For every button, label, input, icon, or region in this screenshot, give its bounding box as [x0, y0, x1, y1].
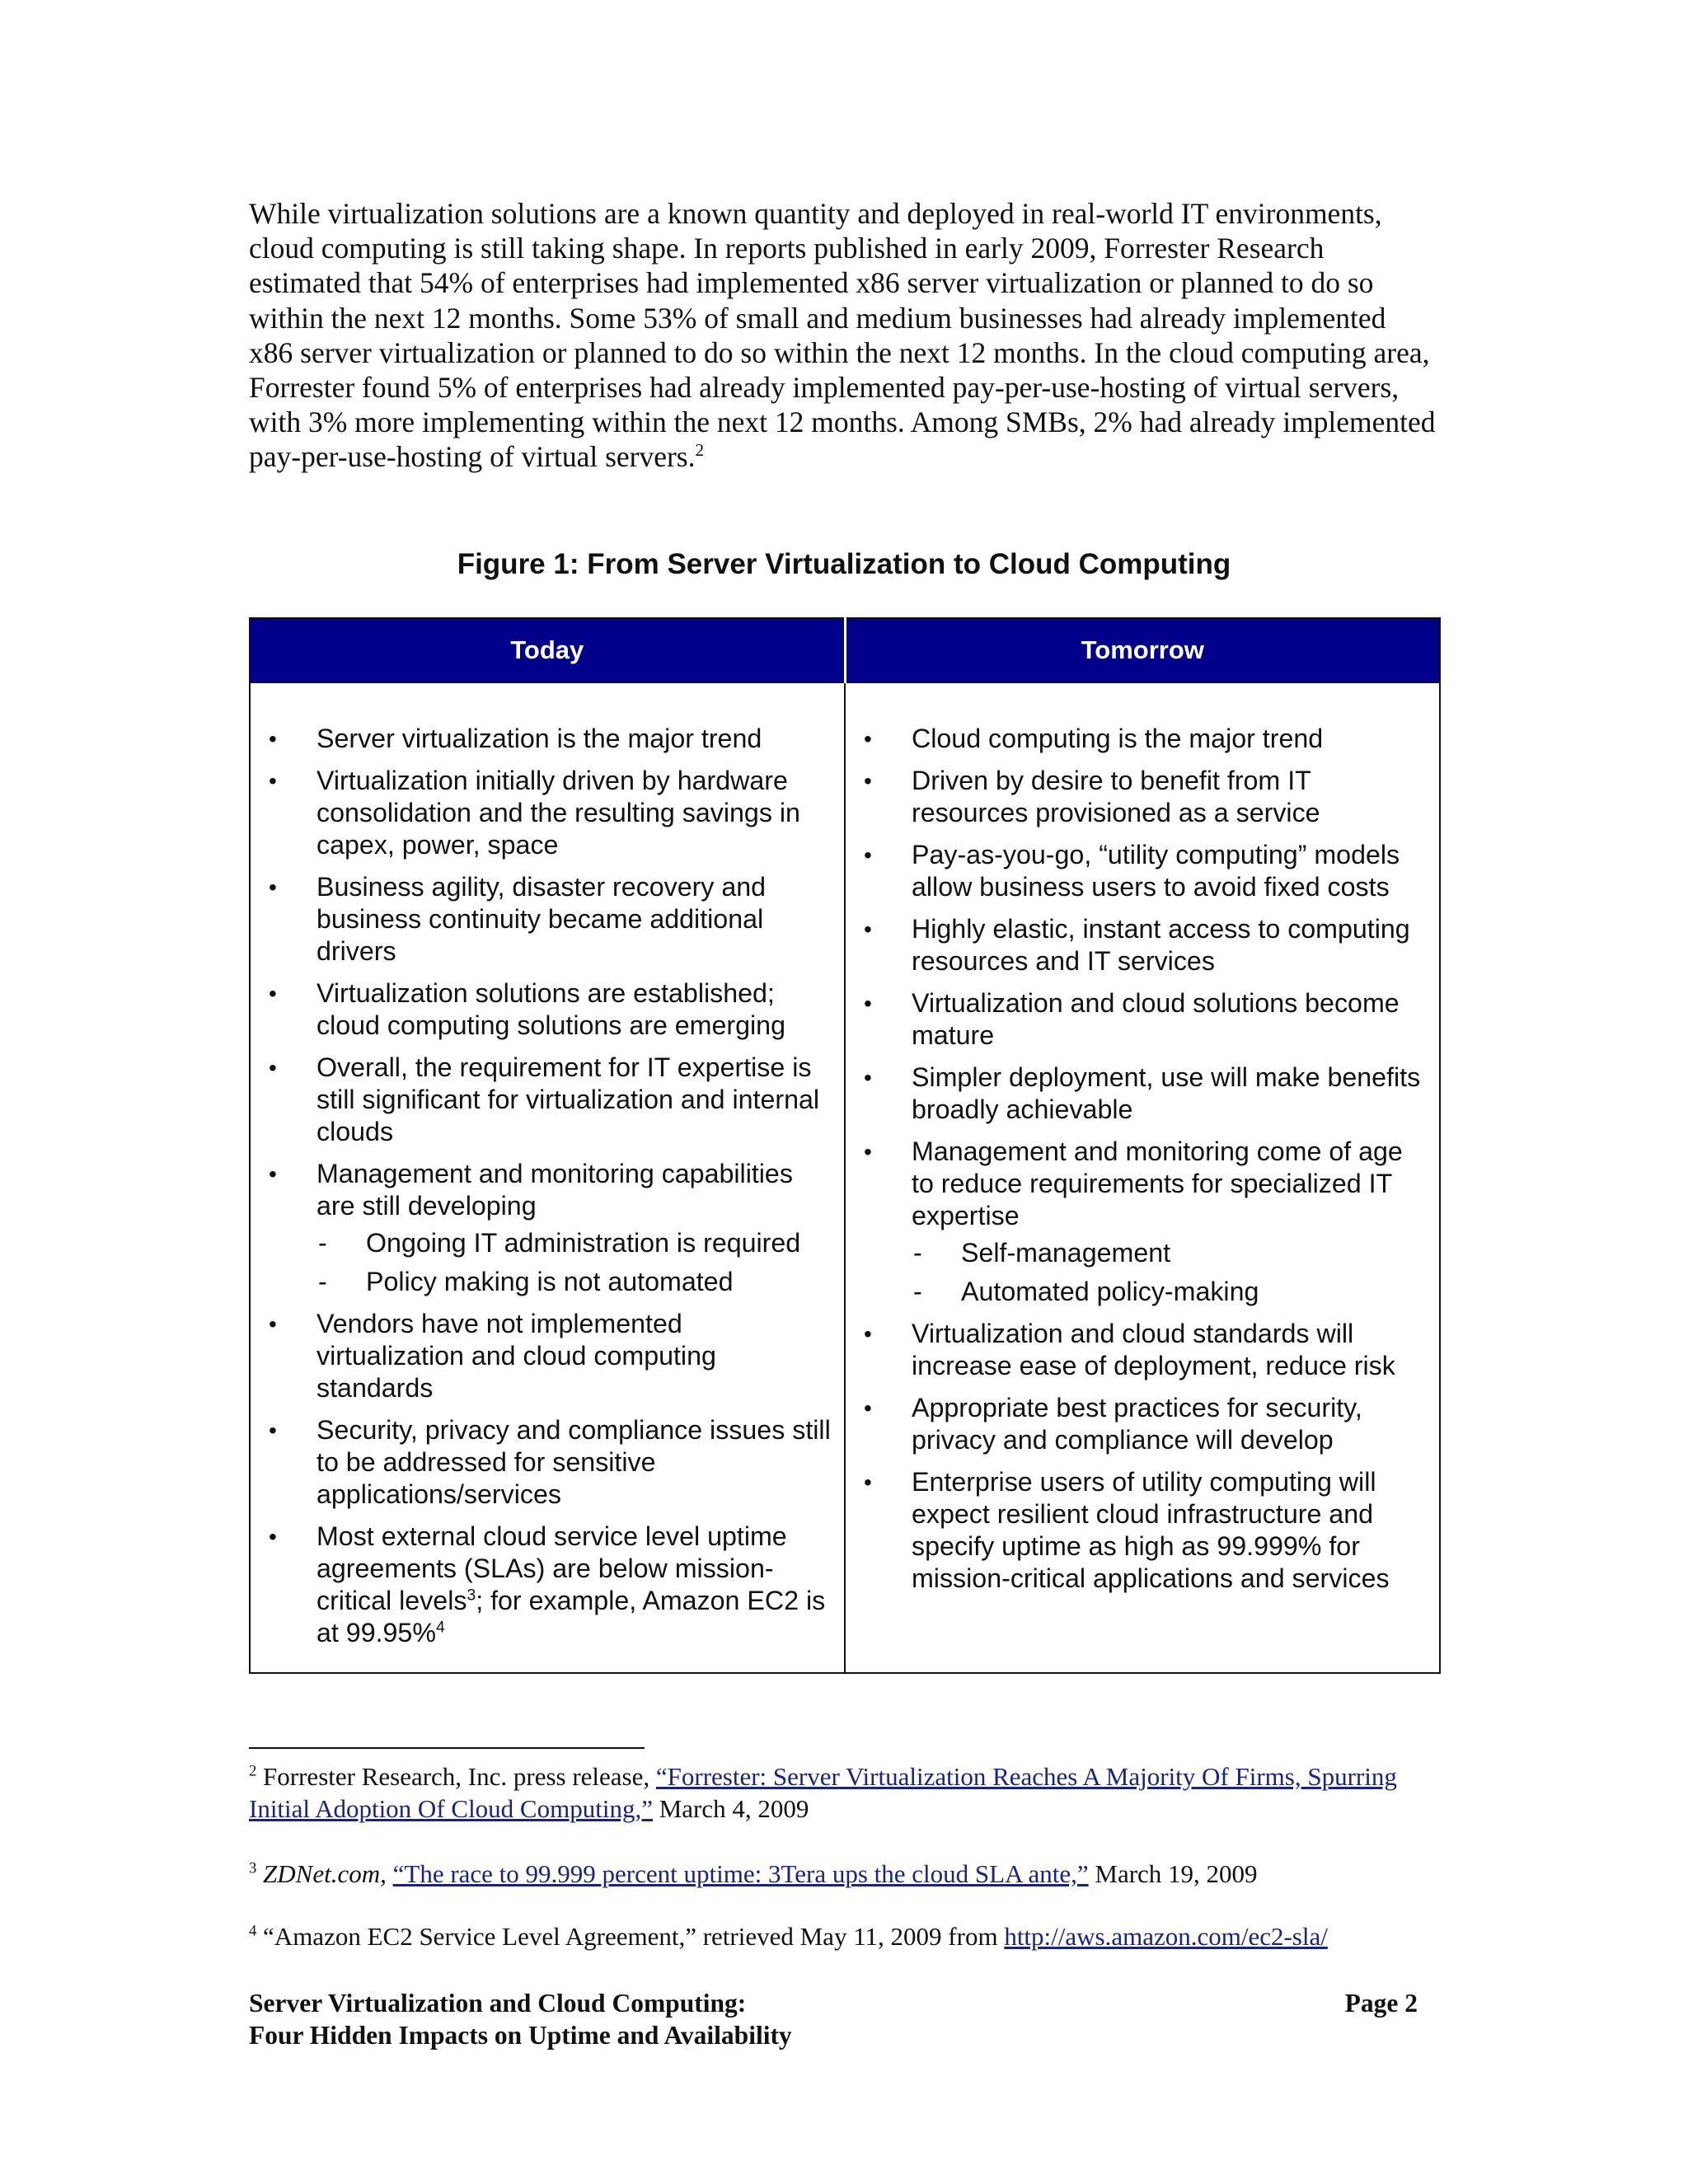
bullet-item	[265, 1052, 836, 1148]
bullet-item	[860, 1392, 1431, 1456]
bullet-text: Most external cloud service level uptime agreements (SLAs) are below mission-critical levels	[316, 1521, 787, 1615]
table-body-row	[250, 682, 1440, 1673]
bullet-text: Management and monitoring come of age to reduce requirements for specialized IT expertise	[912, 1137, 1403, 1230]
bullet-icon: •	[864, 768, 872, 794]
today-list	[265, 723, 836, 1649]
footnote-ref[interactable]: 4	[435, 1619, 445, 1637]
header-today: Today	[250, 618, 845, 682]
bullet-item	[265, 1308, 836, 1404]
bullet-text: Cloud computing is the major trend	[912, 724, 1324, 753]
bullet-icon: •	[269, 1418, 277, 1443]
bullet-item	[860, 1136, 1431, 1308]
footnote-link[interactable]: “The race to 99.999 percent uptime: 3Tera ups the cloud SLA ante,”	[392, 1859, 1089, 1888]
bullet-item	[860, 1318, 1431, 1382]
bullet-text: Server virtualization is the major trend	[316, 724, 762, 753]
bullet-item	[860, 1062, 1431, 1126]
sub-item	[316, 1227, 836, 1259]
intro-text: While virtualization solutions are a known quantity and deployed in real-world IT environments, cloud computing is still taking shape. In reports published in early 2009, Forrester Research estimated that 54% of enterprises had implemented x86 server virtualization or planned to do so within the next 12 months. Some 53% of small and medium businesses had already implemented x86 server virtualization or planned to do so within the next 12 months. In the cloud computing area, Forrester found 5% of enterprises had already implemented pay-per-use-hosting of virtual servers, with 3% more implementing within the next 12 months. Among SMBs, 2% had already implemented pay-per-use-hosting of virtual servers.	[249, 197, 1436, 474]
bullet-icon: •	[864, 1395, 872, 1421]
bullet-icon: •	[864, 916, 872, 942]
bullet-icon: •	[269, 1161, 277, 1187]
footnote-ref[interactable]: 3	[467, 1586, 476, 1605]
bullet-text: Virtualization and cloud standards will increase ease of deployment, reduce risk	[912, 1319, 1395, 1380]
sub-item-text: Automated policy-making	[961, 1277, 1259, 1306]
bullet-item	[265, 977, 836, 1042]
bullet-text: Enterprise users of utility computing will expect resilient cloud infrastructure and specify uptime as high as 99.999% for mission-critical applications and services	[912, 1467, 1390, 1593]
bullet-item	[265, 1158, 836, 1298]
footnote-number: 3	[249, 1859, 257, 1877]
sub-item-text: Policy making is not automated	[366, 1267, 734, 1296]
footnote-number: 2	[249, 1762, 257, 1780]
bullet-text: Business agility, disaster recovery and business continuity became additional drivers	[316, 872, 767, 966]
tomorrow-column	[845, 682, 1440, 1673]
page-number: Page 2	[1344, 1989, 1418, 2018]
sub-item-text: Ongoing IT administration is required	[366, 1228, 801, 1258]
bullet-text: Highly elastic, instant access to computing resources and IT services	[912, 914, 1410, 976]
bullet-icon: •	[269, 874, 277, 900]
bullet-item	[860, 987, 1431, 1052]
bullet-icon: •	[864, 1139, 872, 1165]
sub-item-text: Self-management	[961, 1238, 1171, 1268]
footnote-4	[249, 1920, 1436, 1952]
bullet-text: Virtualization and cloud solutions become mature	[912, 988, 1400, 1050]
footnote-2	[249, 1760, 1436, 1825]
dash-icon: -	[913, 1238, 922, 1268]
bullet-text: Simpler deployment, use will make benefits broadly achievable	[912, 1062, 1421, 1124]
sub-item	[912, 1237, 1431, 1269]
bullet-text: Driven by desire to benefit from IT resources provisioned as a service	[912, 766, 1320, 827]
bullet-item	[860, 913, 1431, 977]
bullet-icon: •	[269, 1311, 277, 1337]
dash-icon: -	[318, 1228, 327, 1258]
bullet-icon: •	[864, 1321, 872, 1347]
bullet-item	[860, 723, 1431, 755]
bullet-icon: •	[269, 1524, 277, 1549]
bullet-icon: •	[864, 842, 872, 868]
today-column	[250, 682, 845, 1673]
bullet-text: ; for example, Amazon EC2 is at 99.95%	[316, 1586, 826, 1647]
bullet-text: Overall, the requirement for IT expertise is still significant for virtualization and internal clouds	[316, 1052, 820, 1146]
bullet-item	[265, 1521, 836, 1649]
intro-paragraph	[249, 196, 1436, 475]
footnote-date: March 4, 2009	[652, 1794, 809, 1823]
footer-title-line-1: Server Virtualization and Cloud Computing:	[249, 1989, 747, 2018]
bullet-text: Vendors have not implemented virtualization and cloud computing standards	[316, 1309, 716, 1403]
dash-icon: -	[913, 1277, 922, 1306]
footnote-text: Forrester Research, Inc. press release,	[263, 1762, 656, 1791]
footnote-link[interactable]: http://aws.amazon.com/ec2-sla/	[1004, 1922, 1328, 1951]
footer-document-title	[249, 1987, 792, 2051]
dash-icon: -	[318, 1267, 327, 1296]
sub-item	[316, 1266, 836, 1298]
footnote-ref-2[interactable]: 2	[695, 440, 705, 461]
footnote-divider	[249, 1747, 645, 1749]
bullet-text: Pay-as-you-go, “utility computing” models allow business users to avoid fixed costs	[912, 840, 1400, 902]
bullet-item	[265, 1414, 836, 1511]
figure-title: Figure 1: From Server Virtualization to Cloud Computing	[457, 548, 1231, 580]
sub-item	[912, 1276, 1431, 1308]
footnote-number: 4	[249, 1922, 257, 1940]
table-header-row	[250, 618, 1440, 682]
bullet-text: Virtualization initially driven by hardware consolidation and the resulting savings in capex, power, space	[316, 766, 800, 860]
bullet-icon: •	[269, 981, 277, 1006]
comparison-table	[249, 617, 1441, 1674]
footer-title-line-2: Four Hidden Impacts on Uptime and Availability	[249, 2021, 792, 2050]
bullet-item	[860, 1466, 1431, 1595]
bullet-icon: •	[269, 1055, 277, 1080]
bullet-text: Virtualization solutions are established; cloud computing solutions are emerging	[316, 978, 785, 1040]
bullet-item	[860, 765, 1431, 829]
header-tomorrow: Tomorrow	[845, 618, 1440, 682]
bullet-item	[265, 871, 836, 968]
bullet-icon: •	[864, 726, 872, 752]
bullet-item	[860, 839, 1431, 903]
footnote-link[interactable]: “Forrester: Server Virtualization Reaches A Majority Of Firms, Spurring Initial Adoption Of Cloud Computing,”	[249, 1762, 1397, 1823]
footnote-text: “Amazon EC2 Service Level Agreement,” retrieved May 11, 2009 from	[263, 1922, 1005, 1951]
footnote-3	[249, 1858, 1436, 1890]
sub-list	[912, 1237, 1431, 1308]
bullet-item	[265, 765, 836, 861]
footnote-source: ZDNet.com,	[263, 1859, 387, 1888]
bullet-icon: •	[864, 991, 872, 1016]
bullet-item	[265, 723, 836, 755]
bullet-icon: •	[269, 768, 277, 794]
footnote-date: March 19, 2009	[1088, 1859, 1258, 1888]
bullet-text: Security, privacy and compliance issues still to be addressed for sensitive applications/services	[316, 1415, 831, 1509]
bullet-text: Appropriate best practices for security, privacy and compliance will develop	[912, 1393, 1362, 1455]
tomorrow-list	[860, 723, 1431, 1595]
bullet-icon: •	[864, 1065, 872, 1090]
bullet-text: Management and monitoring capabilities are still developing	[316, 1159, 793, 1221]
bullet-icon: •	[864, 1469, 872, 1495]
sub-list	[316, 1227, 836, 1298]
bullet-icon: •	[269, 726, 277, 752]
